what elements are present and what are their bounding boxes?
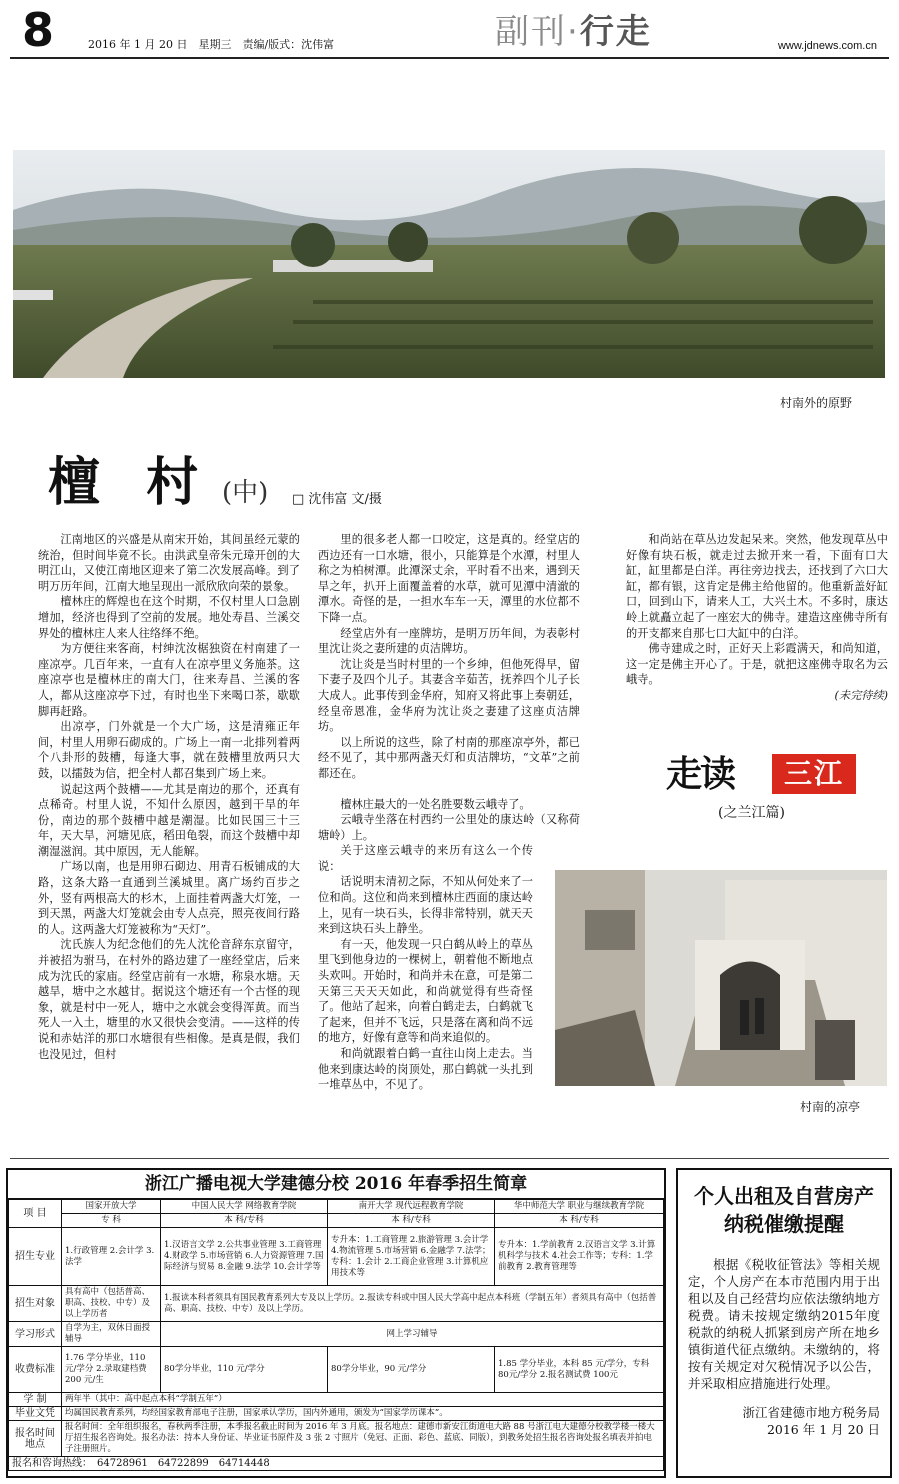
landscape-photo [13,150,885,378]
majors-cell: 1.行政管理 2.会计学 3.法学 [62,1228,161,1286]
project-header: 项 目 [9,1200,62,1228]
tax-notice [676,1168,892,1478]
article-column-2 [318,532,580,1093]
badge-subtitle: (之兰江篇) [718,805,785,821]
mode-cell: 自学为主，双休日面授辅导 [62,1322,161,1347]
tax-notice-title: 个人出租及自营房产纳税催缴提醒 [694,1184,874,1236]
paragraph: 檀林庄最大的一处名胜要数云峨寺了。 [340,797,531,811]
tax-notice-body: 根据《税收征管法》等相关规定，个人房产在本市范围内用于出租以及自己经营均应依法缴纳地方税费。请未按规定缴纳2015年度税款的纳税人抓紧到房产所在地乡镇街道代征点缴纳。未缴纳的，将按有关规定对欠税情况予以公告，并采取相应措施进行处理。 [688,1257,880,1391]
paragraph: 广场以南，也是用卵石砌边、用青石板铺成的大路，这条大路一直通到兰溪城里。离广场约百步之外，竖有两根高大的杉木，上面挂着两盏大灯笼，一到天黑，两盏大灯笼就会由专人点亮，照亮夜间行路的人。这两盏大灯笼被称为“天灯”。 [38,860,300,936]
fee-cell: 80学分毕业，110 元/学分 [161,1347,328,1393]
paragraph: 檀林庄的辉煌也在这个时期，不仅村里人口急剧增加，经济也得到了空前的发展。地处寿昌、兰溪交界处的檀林庄人来人往络绎不绝。 [38,595,300,640]
fee-cell: 80学分毕业，90 元/学分 [328,1347,495,1393]
diploma-cell: 均属国民教育系列，均经国家教育部电子注册，国家承认学历，国内外通用，颁发为“国家学历课本”。 [62,1407,664,1421]
diploma-header: 毕业文凭 [9,1407,62,1421]
table-row [9,1393,664,1407]
landscape-photo-drawing [13,150,885,378]
top-photo-caption: 村南外的原野 [780,396,853,410]
mode-header: 学习形式 [9,1322,62,1347]
fee-cell: 1.85 学分毕业，本科 85 元/学分，专科 80元/学分 2.报名测试费 100元 [495,1347,664,1393]
table-row [9,1286,664,1322]
enrollment-table [8,1199,664,1471]
duration-cell: 两年半（其中：高中起点本科“学制五年”） [62,1393,664,1407]
school-4: 华中师范大学 职业与继续教育学院 [495,1200,664,1214]
paragraph: 出凉亭，门外就是一个大广场，这是清雍正年间，村里人用卵石砌成的。广场上一南一北排列着两个八卦形的鼓槽，每逢大事，就在鼓槽里放两只大鼓，以擂鼓为信，把全村人都召集到广场上来。 [38,720,300,780]
majors-header: 招生专业 [9,1228,62,1286]
paragraph: 关于这座云峨寺的来历有这么一个传说： [318,844,533,873]
paragraph: 沈让炎是当时村里的一个乡绅，但他死得早，留下妻子及四个儿子。其妻含辛茹苦，抚养四个儿子长大成人。此事传到金华府，知府又将此事上奏朝廷，经皇帝恩准，金华府为沈让炎之妻建了这座贞洁牌坊。 [318,657,580,734]
paragraph: 以上所说的这些，除了村南的那座凉亭外，都已经不见了，其中那两盏天灯和贞洁牌坊，“文革”之前都还在。 [318,735,580,780]
school-1: 国家开放大学 [62,1200,161,1214]
target-cell: 具有高中（包括普高、职高、技校、中专）及以上学历者 [62,1286,161,1322]
page-number: 8 [22,3,55,57]
majors-cell: 1.汉语言文学 2.公共事业管理 3.工商管理 4.财政学 5.市场营销 6.人力资源管理 7.国际经济与贸易 8.金融 9.法学 10.会计学等 [161,1228,328,1286]
school-3: 南开大学 现代远程教育学院 [328,1200,495,1214]
table-row [9,1407,664,1421]
paragraph: 说起这两个鼓槽——尤其是南边的那个，还真有点稀奇。村里人说，不知什么原因，越到干旱的年份，南边的那个鼓槽中越是潮湿。比如民国三十三年，天大旱，河塘见底，稻田龟裂，而这个鼓槽中却潮湿滋润。其中原因，无人能解。 [38,782,300,858]
duration-header: 学 制 [9,1393,62,1407]
paragraph: 话说明末清初之际，不知从何处来了一位和尚。这位和尚来到檀林庄西面的康达岭上，见有一块石头，长得非常特别，就天天来到这块石头上静坐。 [318,875,533,936]
table-row [9,1214,664,1228]
target-cell: 1.报读本科者须具有国民教育系列大专及以上学历。2.报读专科或中国人民大学高中起点本科班（学制五年）者须具有高中（包括普高、职高、技校、中专）及以上学历。 [161,1286,664,1322]
level-1: 专 科 [62,1214,161,1228]
level-4: 本 科/专科 [495,1214,664,1228]
level-2: 本 科/专科 [161,1214,328,1228]
badge-word-a: 走读 [666,753,735,795]
table-row [9,1457,664,1471]
pavilion-photo [555,870,887,1086]
article-column-1 [38,532,300,1062]
paragraph: 经堂店外有一座牌坊，是明万历年间，为表彰村里沈让炎之妻所建的贞洁牌坊。 [318,626,580,656]
paragraph: 有一天，他发现一只白鹤从岭上的草丛里飞到他身边的一棵树上，朝着他不断地点头欢叫。开始时，和尚并未在意，可是第二天第三天天天如此，和尚就觉得有些奇怪了。他站了起来，向着白鹤走去，白鹤就飞了起来，但并不飞远，只是落在离和尚不远的地方，好像有意等和尚来追似的。 [318,937,533,1045]
paragraph: 云峨寺坐落在村西约一公里处的康达岭（又称荷塘岭）上。 [318,813,580,842]
paragraph: 为方便往来客商，村绅沈汝椐独资在村南建了一座凉亭。几百年来，一直有人在凉亭里义务施茶。这座凉亭也是檀林庄的南大门，往来寿昌、兰溪的客人，都从这座凉亭下过，有时也坐下来喝口茶，歇歇脚再赶路。 [38,642,300,718]
enrollment-ad [6,1168,666,1478]
column-badge [666,750,856,798]
school-2: 中国人民大学 网络教育学院 [161,1200,328,1214]
table-row [9,1200,664,1214]
table-row [9,1322,664,1347]
header-rule [10,57,889,59]
article-byline: □ 沈伟富 文/摄 [292,492,382,507]
pavilion-photo-drawing [555,870,887,1086]
fee-header: 收费标准 [9,1347,62,1393]
fee-cell: 1.76 学分毕业，110 元/学分 2.录取建档费 200 元/生 [62,1347,161,1393]
bottom-photo-caption: 村南的凉亭 [800,1100,861,1114]
section-divider [10,1158,889,1159]
table-row [9,1347,664,1393]
paragraph: 和尚就跟着白鹤一直往山岗上走去。当他来到康达岭的岗顶处，那白鹤就一头扎到一堆草丛中，不见了。 [318,1047,533,1092]
majors-cell: 专升本：1.学前教育 2.汉语言文学 3.计算机科学与技术 4.社会工作等；专科：1.学前教育 2.教育管理等 [495,1228,664,1286]
article-column-3 [626,532,888,704]
time-place-header: 报名时间地点 [9,1421,62,1457]
paragraph: 佛寺建成之时，正好天上彩霞满天，和尚知道，这一定是佛主开心了。于是，就把这座佛寺取名为云峨寺。 [626,642,888,687]
article-part: (中) [222,478,269,508]
paragraph: 江南地区的兴盛是从南宋开始，其间虽经元蒙的统治，但时间毕竟不长。由洪武皇帝朱元璋开创的大明江山，又使江南地区迎来了第二次发展高峰。到了明万历年间，江南大地呈现出一派欣欣向荣的景象。 [38,533,300,593]
table-row [9,1228,664,1286]
issue-date-line: 2016 年 1 月 20 日 星期三 责编/版式：沈伟富 [88,38,335,51]
paragraph: 沈氏族人为纪念他们的先人沈伦音辞东京留守，并被招为驸马，在村外的路边建了一座经堂店，后来成为沈氏的家庙。经堂店前有一水塘，称泉水塘。天越旱，塘中之水越甘。据说这个塘还有一个古怪的现象，就是村中一死人，塘中之水就会变得浑黄。而当死人一入土，塘里的水又很快会变清。——这样的传说和赤姑洋的那口水塘很有些相像。是真是假，我们也没见过，但村 [38,938,300,1061]
table-row [9,1421,664,1457]
section-title-a: 副刊· [495,12,580,52]
paragraph: 和尚站在草丛边发起呆来。突然，他发现草丛中好像有块石板，就走过去掀开来一看，下面有口大缸，缸里都是白洋。再往旁边找去，还找到了六口大缸，都有银，这肯定是佛主给他留的。他重新盖好缸口，回到山下，请来人工，大兴土木。不多时，康达岭上就矗立起了一座宏大的佛寺。建造这座佛寺所有的开支都来自那七口大缸中的白洋。 [626,533,888,640]
level-3: 本 科/专科 [328,1214,495,1228]
enrollment-ad-title: 浙江广播电视大学建德分校 2016 年春季招生简章 [8,1170,664,1199]
majors-cell: 专升本：1.工商管理 2.旅游管理 3.会计学 4.物流管理 5.市场营销 6.金融学 7.法学；专科：1.会计 2.工商企业管理 3.计算机应用技术等 [328,1228,495,1286]
tax-notice-signer: 浙江省建德市地方税务局 [742,1405,880,1420]
paragraph: 里的很多老人都一口咬定，这是真的。经堂店的西边还有一口水塘，很小，只能算是个水潭，村里人称之为柏树潭。此潭深丈余，平时看不出来，遇到天旱之年，扒开上面覆盖着的水草，就可见潭中清澈的潭水。奇怪的是，一担水车车一天，潭里的水位都不下降一点。 [318,533,580,624]
hotline: 报名和咨询热线： 64728961 64722899 64714448 [9,1457,664,1471]
to-be-continued: (未完待续) [834,688,888,702]
target-header: 招生对象 [9,1286,62,1322]
mode-cell: 网上学习辅导 [161,1322,664,1347]
section-title-b: 行走 [579,12,652,52]
site-url[interactable]: www.jdnews.com.cn [777,40,877,52]
section-title [495,4,652,53]
time-place-cell: 报名时间：全年组织报名，春秋两季注册，本季报名截止时间为 2016 年 3 月底。报名地点：建德市新安江街道电大路 88 号浙江电大建德分校教学楼一楼大厅招生报名咨询处。报名办法：持本人身份证、毕业证书原件及 3 张 2 寸照片（免冠、正面、彩色、蓝底、同版），到教务处招生报名咨询处报名填表并拍电子注册照片。 [62,1421,664,1457]
tax-notice-date: 2016 年 1 月 20 日 [766,1422,880,1437]
badge-word-b: 三江 [772,754,856,794]
article-title: 檀 村 [48,452,213,513]
